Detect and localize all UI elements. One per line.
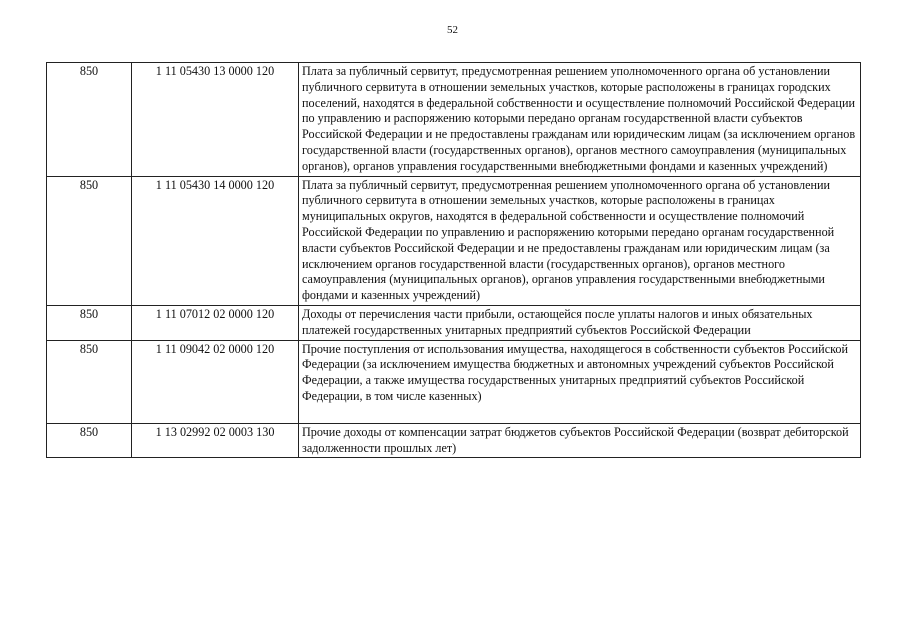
table-row	[47, 63, 861, 177]
revenue-description-cell: Доходы от перечисления части прибыли, остающейся после уплаты налогов и иных обязательных платежей государственных унитарных предприятий субъектов Российской Федерации	[299, 305, 861, 340]
revenue-description-cell: Плата за публичный сервитут, предусмотренная решением уполномоченного органа об установлении публичного сервитута в отношении земельных участков, которые расположены в границах муниципальных округов, находятся в федеральной собственности и осуществление полномочий Российской Федерации по управлению и распоряжению которыми передано органам государственной власти субъектов Российской Федерации и не предоставлены гражданам или юридическим лицам (за исключением органов государственной власти (государственных органов), органов местного самоуправления (муниципальных органов), органов управления государственными внебюджетными фондами и казенных учреждений)	[299, 176, 861, 305]
table-row	[47, 305, 861, 340]
admin-code-cell: 850	[47, 305, 132, 340]
page-number: 52	[447, 24, 458, 36]
table-row	[47, 340, 861, 423]
budget-classification-code-cell: 1 11 05430 14 0000 120	[132, 176, 299, 305]
revenue-codes-table	[46, 62, 861, 458]
revenue-description-cell: Прочие поступления от использования имущества, находящегося в собственности субъектов Российской Федерации (за исключением имущества бюджетных и автономных учреждений субъектов Российской Федерации, а также имущества государственных унитарных предприятий субъектов Российской Федерации, в том числе казенных)	[299, 340, 861, 423]
budget-classification-code-cell: 1 11 05430 13 0000 120	[132, 63, 299, 177]
admin-code-cell: 850	[47, 176, 132, 305]
table-row	[47, 176, 861, 305]
budget-classification-code-cell: 1 11 07012 02 0000 120	[132, 305, 299, 340]
admin-code-cell: 850	[47, 340, 132, 423]
admin-code-cell: 850	[47, 423, 132, 458]
revenue-description-cell: Прочие доходы от компенсации затрат бюджетов субъектов Российской Федерации (возврат дебиторской задолженности прошлых лет)	[299, 423, 861, 458]
budget-classification-code-cell: 1 11 09042 02 0000 120	[132, 340, 299, 423]
budget-classification-code-cell: 1 13 02992 02 0003 130	[132, 423, 299, 458]
revenue-description-cell: Плата за публичный сервитут, предусмотренная решением уполномоченного органа об установлении публичного сервитута в отношении земельных участков, которые расположены в границах городских поселений, находятся в федеральной собственности и осуществление полномочий Российской Федерации по управлению и распоряжению которыми передано органам государственной власти субъектов Российской Федерации и не предоставлены гражданам или юридическим лицам (за исключением органов государственной власти (государственных органов), органов местного самоуправления (муниципальных органов), органов управления государственными внебюджетными фондами и казенных учреждений)	[299, 63, 861, 177]
table-row	[47, 423, 861, 458]
admin-code-cell: 850	[47, 63, 132, 177]
